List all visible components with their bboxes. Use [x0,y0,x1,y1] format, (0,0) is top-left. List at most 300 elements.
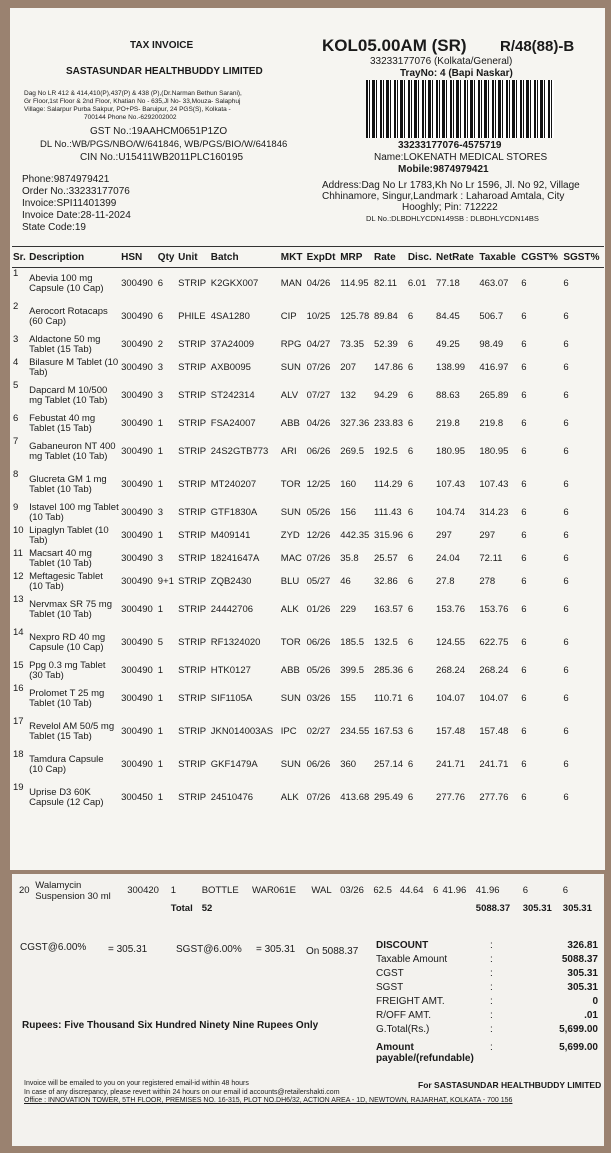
table-cell: 1 [13,268,19,279]
address-line: Dag No LR 412 & 414,410(P),437(P) & 438 (P),(Dr.Narman Bethun Sarani), [24,90,242,97]
table-cell: 300490 [121,338,153,350]
table-cell: 89.84 [374,310,398,322]
customer-address [322,180,580,213]
column-header: Taxable [478,247,520,268]
table-cell: 180.95 [479,445,509,457]
table-cell: 622.75 [479,636,509,648]
summary-label: SGST [376,982,404,993]
total-taxable: 5088.37 [475,903,511,914]
table-cell: 6 [407,603,414,615]
table-cell: STRIP [178,417,207,429]
summary-colon: : [490,1024,493,1035]
total-sgst: 305.31 [562,903,592,914]
table-cell: WAL [311,885,332,897]
table-cell: 6 [433,885,439,897]
table-cell: 06/26 [306,636,331,648]
table-cell: 147.86 [374,361,404,373]
table-cell: 24510476 [210,791,254,803]
table-cell: 6 [521,445,527,457]
table-cell: 6 [407,310,414,322]
table-cell: Nervmax SR 75 mg Tablet (10 Tab) [29,598,112,620]
column-header: Qty [157,247,177,268]
table-cell: 138.99 [436,361,466,373]
summary-value: .01 [584,1010,598,1021]
table-cell: 463.07 [479,278,509,289]
table-cell: STRIP [178,575,207,587]
table-cell: 111.43 [374,506,402,518]
table-cell: Revelol AM 50/5 mg Tablet (15 Tab) [29,720,115,742]
table-cell: 6 [521,389,527,401]
table-cell: 6 [407,478,414,490]
table-cell: RPG [280,338,302,350]
table-cell: 6 [563,692,569,704]
table-cell: 3 [157,389,164,401]
table-cell: SUN [280,506,301,518]
table-cell: 114.95 [340,278,369,289]
table-cell: 6 [521,478,527,490]
items-table-continued [18,880,602,916]
table-cell: 52.39 [374,338,398,350]
table-cell: 18241647A [210,552,260,564]
table-cell: 1 [157,758,164,770]
dl-number: DL No.:WB/PGS/NBO/W/641846, WB/PGS/BIO/W/641846 [40,139,288,150]
column-header: SGST% [562,247,604,268]
table-cell: 157.48 [479,725,509,737]
customer-name: Name:LOKENATH MEDICAL STORES [374,152,548,163]
customer-mobile: Mobile:9874979421 [398,164,489,175]
table-cell: 269.5 [340,445,364,457]
table-cell: 6 [563,529,569,541]
table-cell: 6 [563,575,569,587]
summary-colon: : [490,996,493,1007]
table-cell: 297 [436,529,452,541]
table-cell: 219.8 [479,417,504,429]
table-cell: 41.96 [475,885,500,897]
table-cell: 3 [13,333,19,345]
table-cell: 24442706 [210,603,254,615]
table-cell: 10/25 [306,310,331,322]
table-cell: 1 [157,417,164,429]
table-cell: 24.04 [436,552,460,564]
table-cell: 6 [407,575,414,587]
table-cell: ZYD [280,529,300,541]
table-cell: 300450 [121,791,153,803]
column-header: Disc. [407,247,435,268]
table-cell: 49.25 [436,338,460,350]
table-cell: 6 [13,412,19,424]
table-cell: 6 [521,575,527,587]
table-cell: 05/26 [306,664,331,676]
table-cell: 84.45 [436,310,460,322]
column-header: NetRate [435,247,478,268]
state-code: State Code:19 [22,222,86,233]
table-cell: 6 [521,725,527,737]
table-cell: 9 [13,501,19,513]
table-cell: 314.23 [479,506,509,518]
table-cell: Istavel 100 mg Tablet (10 Tab) [29,501,119,523]
summary-value: 5,699.00 [559,1042,598,1053]
table-cell: ARI [280,445,297,457]
table-cell: 6 [521,278,527,289]
table-cell: STRIP [178,529,207,541]
table-cell: 156 [340,506,357,518]
table-cell: 04/27 [306,338,331,350]
table-cell: 07/27 [306,389,331,401]
table-cell: 77.18 [436,278,460,289]
table-cell: 6 [407,552,414,564]
footer-notes [24,1080,512,1106]
summary-label: DISCOUNT [376,940,429,951]
table-cell: 46 [340,575,351,587]
column-header: MRP [339,247,373,268]
table-cell: 07/26 [306,552,331,564]
table-cell: STRIP [178,445,207,457]
table-cell: Tamdura Capsule (10 Cap) [29,753,104,775]
table-cell: 6 [521,417,527,429]
summary-value: 0 [592,996,598,1007]
table-cell: STRIP [178,552,207,564]
table-cell: ALK [280,791,299,803]
table-cell: TOR [280,478,301,490]
tray-number: TrayNo: 4 (Bapi Naskar) [400,68,513,79]
phone: Phone:9874979421 [22,174,110,185]
table-cell: 6 [521,338,527,350]
sgst-label: SGST@6.00% [176,944,242,955]
table-row [12,594,604,627]
table-cell: 6 [563,636,569,648]
table-cell: 413.68 [340,791,370,803]
items-body [12,268,604,815]
table-cell: 327.36 [340,417,370,429]
table-cell: 360 [340,758,357,770]
table-cell: 32.86 [374,575,398,587]
table-cell: 1 [157,478,164,490]
table-cell: STRIP [178,791,207,803]
table-row [12,502,604,525]
table-cell: 98.49 [479,338,504,350]
table-cell: MAN [280,278,302,289]
table-cell: ABB [280,417,300,429]
table-cell: 15 [13,659,24,671]
table-cell: K2GKX007 [210,278,259,289]
summary-value: 305.31 [567,982,598,993]
table-cell: 6 [407,389,414,401]
table-cell: 6 [563,389,569,401]
table-cell: 6 [563,417,569,429]
column-header: Batch [210,247,280,268]
table-cell: 300420 [127,885,159,897]
table-cell: 1 [157,603,164,615]
barcode [366,80,554,138]
column-header: MKT [280,247,306,268]
table-row [12,334,604,357]
table-cell: 27.8 [436,575,455,587]
table-cell: Prolomet T 25 mg Tablet (10 Tab) [29,687,105,709]
table-cell: 300490 [121,361,153,373]
cin-number: CIN No.:U15411WB2011PLC160195 [80,152,244,163]
table-cell: Ppg 0.3 mg Tablet (30 Tab) [29,659,106,681]
table-cell: 1 [157,692,164,704]
table-cell: 44.64 [399,885,424,897]
table-cell: 19 [13,781,24,793]
amount-in-words: Rupees: Five Thousand Six Hundred Ninety Nine Rupees Only [22,1020,319,1031]
table-cell: 277.76 [479,791,509,803]
table-cell: 104.07 [479,692,509,704]
table-cell: 35.8 [340,552,359,564]
table-cell: 278 [479,575,496,587]
table-cell: MT240207 [210,478,257,490]
tax-base: On 5088.37 [306,946,359,957]
table-cell: AXB0095 [210,361,251,373]
table-cell: 37A24009 [210,338,255,350]
invoice-meta [22,174,131,234]
table-cell: 300490 [121,445,153,457]
table-cell: STRIP [178,389,207,401]
table-cell: STRIP [178,506,207,518]
table-cell: 167.53 [374,725,404,737]
table-cell: 1 [157,725,164,737]
table-cell: 5 [157,636,164,648]
table-cell: Febustat 40 mg Tablet (15 Tab) [29,412,96,434]
items-table [12,246,604,815]
table-cell: 300490 [121,417,153,429]
summary-colon: : [490,1010,493,1021]
table-cell: 268.24 [436,664,466,676]
table-cell: Gabaneuron NT 400 mg Tablet (10 Tab) [29,440,116,462]
address-line: 700144 Phone No.-6292002002 [84,114,177,121]
table-cell: 07/26 [306,361,331,373]
table-cell: 297 [479,529,496,541]
table-cell: 17 [13,715,24,727]
table-cell: TOR [280,636,301,648]
table-row [18,880,602,903]
table-cell: MAC [280,552,302,564]
table-cell: 6 [521,636,527,648]
table-cell: 132 [340,389,357,401]
table-cell: 442.35 [340,529,370,541]
table-row [12,301,604,334]
table-cell: 160 [340,478,357,490]
table-cell: 6 [521,506,527,518]
table-cell: 107.43 [436,478,466,490]
table-cell: 125.78 [340,310,370,322]
table-cell: STRIP [178,692,207,704]
table-cell: 88.63 [436,389,460,401]
table-cell: 229 [340,603,357,615]
table-cell: 01/26 [306,603,331,615]
table-cell: 6 [407,338,414,350]
table-cell: 506.7 [479,310,504,322]
table-row [12,782,604,815]
total-row [18,903,602,916]
table-cell: 285.36 [374,664,404,676]
table-cell: 300490 [121,310,153,322]
table-cell: 03/26 [306,692,331,704]
table-cell: 155 [340,692,357,704]
table-cell: 14 [13,626,24,638]
order-number: Order No.:33233177076 [22,186,130,197]
table-row [12,683,604,716]
table-cell: Walamycin Suspension 30 ml [35,880,111,902]
table-cell: 12 [13,570,24,582]
table-cell: STRIP [178,758,207,770]
table-cell: 185.5 [340,636,364,648]
table-cell: 153.76 [479,603,509,615]
table-cell: 6 [563,445,569,457]
company-address [24,90,242,122]
table-cell: STRIP [178,278,207,289]
table-cell: 300490 [121,506,153,518]
table-cell: 295.49 [374,791,404,803]
gst-number: GST No.:19AAHCM0651P1ZO [90,126,228,137]
table-cell: GKF1479A [210,758,258,770]
table-cell: 6 [521,361,527,373]
customer-address-line: Chhinamore, Singur,Landmark : Laharoad Amtala, City [322,191,565,202]
table-cell: 180.95 [436,445,466,457]
table-cell: 6 [563,478,569,490]
table-cell: 300490 [121,278,153,289]
table-cell: STRIP [178,603,207,615]
table-cell: 6 [407,664,414,676]
table-cell: 10 [13,524,24,536]
table-cell: 6 [407,791,414,803]
summary-colon: : [490,940,493,951]
footer-line: Invoice will be emailed to you on your registered email-id within 48 hours [24,1080,249,1087]
table-cell: 2 [157,338,164,350]
table-cell: Abevia 100 mg Capsule (10 Cap) [29,272,104,295]
table-cell: Dapcard M 10/500 mg Tablet (10 Tab) [29,384,108,406]
column-header: HSN [120,247,157,268]
cgst-label: CGST@6.00% [20,942,87,953]
table-cell: BOTTLE [201,885,239,897]
summary-value: 326.81 [567,940,598,951]
table-cell: 300490 [121,692,153,704]
total-label: Total [170,903,193,914]
table-cell: 5 [13,379,19,391]
total-qty: 52 [201,903,213,914]
table-cell: Meftagesic Tablet (10 Tab) [29,570,103,592]
table-cell: GTF1830A [210,506,258,518]
table-cell: 399.5 [340,664,364,676]
column-header: Rate [373,247,407,268]
invoice-number: Invoice:SPI11401399 [22,198,117,209]
table-row [12,469,604,502]
customer-address-line: Address:Dag No Lr 1783,Kh No Lr 1596, Jl. No 92, Village [322,180,580,191]
customer-address-line: Hooghly; Pin: 712222 [402,202,498,213]
table-cell: Glucreta GM 1 mg Tablet (10 Tab) [29,473,107,495]
table-cell: Lipaglyn Tablet (10 Tab) [29,524,109,546]
column-header: Unit [177,247,210,268]
table-cell: 207 [340,361,357,373]
route-ref: R/48(88)-B [500,38,575,55]
table-cell: 04/26 [306,278,331,289]
table-cell: STRIP [178,664,207,676]
table-cell: STRIP [178,725,207,737]
table-row [12,436,604,469]
table-cell: 4SA1280 [210,310,250,322]
table-cell: 6 [407,361,414,373]
table-cell: ST242314 [210,389,255,401]
table-cell: 233.83 [374,417,404,429]
column-header: Sr. [12,247,28,268]
company-name: SASTASUNDAR HEALTHBUDDY LIMITED [66,66,263,77]
table-cell: 107.43 [479,478,509,490]
table-cell: 62.5 [373,885,392,897]
column-header: ExpDt [306,247,340,268]
table-cell: 20 [19,885,30,897]
table-cell: 241.71 [436,758,466,770]
summary-colon: : [490,968,493,979]
table-cell: 268.24 [479,664,509,676]
table-cell: CIP [280,310,297,322]
summary-value: 5088.37 [561,954,598,965]
table-cell: 6 [407,529,414,541]
table-cell: 7 [13,435,19,447]
table-cell: 72.11 [479,552,503,564]
summary-label: R/OFF AMT. [376,1010,431,1021]
cgst-value: = 305.31 [108,944,148,955]
table-cell: 02/27 [306,725,331,737]
table-cell: 6 [521,603,527,615]
table-cell: 6 [522,885,528,897]
table-cell: 11 [13,547,23,559]
table-cell: 05/26 [306,506,331,518]
summary-value: 305.31 [567,968,598,979]
table-cell: 3 [157,552,164,564]
table-cell: PHILE [178,310,206,322]
table-cell: 1 [157,791,164,803]
table-cell: 300490 [121,603,153,615]
address-line: Gr Floor,1st Floor & 2nd Floor, Khatian No - 635,Jl No- 33,Mouza- Salaphuj [24,98,241,105]
table-row [12,627,604,660]
table-cell: Aldactone 50 mg Tablet (15 Tab) [29,333,101,355]
table-cell: 6 [521,758,527,770]
table-cell: 257.14 [374,758,404,770]
table-cell: 3 [157,506,164,518]
table-cell: 73.35 [340,338,364,350]
table-cell: 192.5 [374,445,398,457]
table-cell: 05/27 [306,575,331,587]
summary-colon: : [490,1042,493,1053]
table-cell: 6 [521,529,527,541]
summary-label: G.Total(Rs.) [376,1024,430,1035]
column-header: Description [28,247,120,268]
summary-label: FREIGHT AMT. [376,996,445,1007]
table-cell: 6 [563,310,569,322]
table-cell: Aerocort Rotacaps (60 Cap) [29,305,108,327]
invoice-sheet-bottom [12,874,604,1146]
table-row [12,571,604,594]
table-cell: FSA24007 [210,417,256,429]
table-header-row [12,247,604,268]
table-row [12,548,604,571]
table-cell: 6 [563,338,569,350]
table-cell: JKN014003AS [210,725,274,737]
table-cell: 94.29 [374,389,398,401]
table-cell: 6 [407,506,414,518]
summary-label: CGST [376,968,404,979]
total-cgst: 305.31 [522,903,552,914]
invoice-title: TAX INVOICE [130,40,194,51]
table-cell: 13 [13,593,24,605]
table-cell: Bilasure M Tablet (10 Tab) [29,356,119,378]
table-cell: 16 [13,682,24,694]
table-cell: 300490 [121,664,153,676]
table-cell: ZQB2430 [210,575,252,587]
table-cell: 277.76 [436,791,466,803]
sgst-value: = 305.31 [256,944,296,955]
table-cell: 1 [157,445,164,457]
